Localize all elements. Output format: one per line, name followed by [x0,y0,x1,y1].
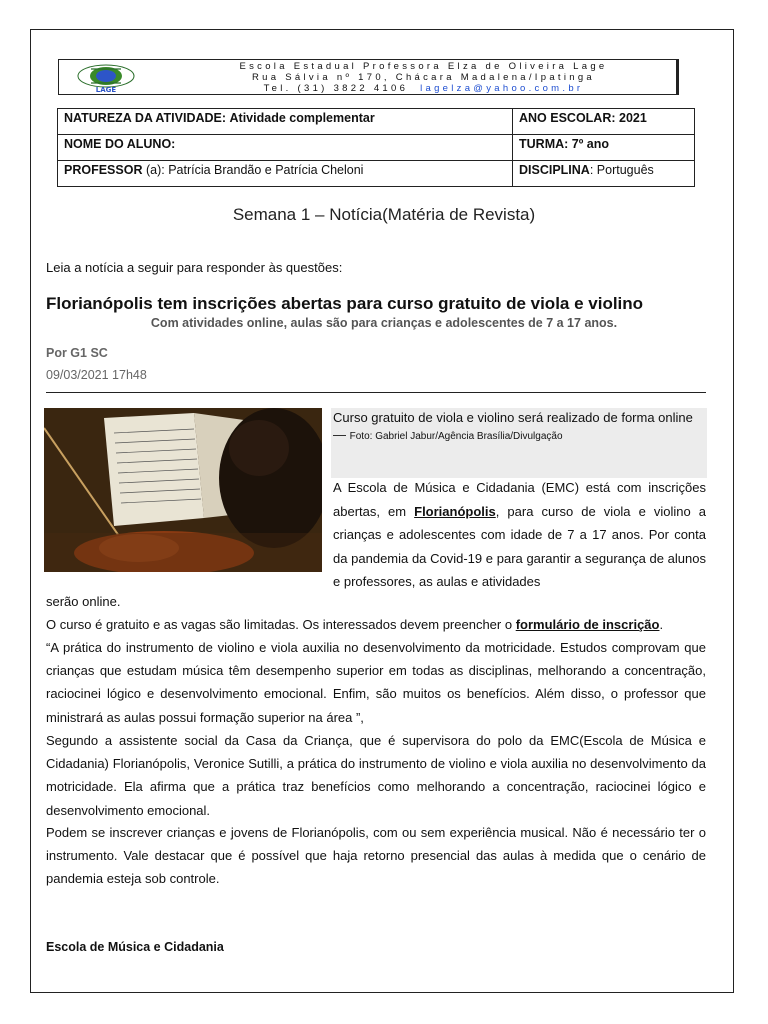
paragraph-1-end: serão online. [46,594,121,609]
violin-photo [44,408,322,572]
p1-text-a: A Escola de Música e Cidadania (EMC) está com inscrições abertas, em [333,480,706,519]
florianopolis-link[interactable]: Florianópolis [414,503,496,519]
school-email: lagelza@yahoo.com.br [420,83,584,94]
caption-main: Curso gratuito de viola e violino será realizado de forma online — [333,410,693,442]
header-border [676,60,678,94]
registration-form-link[interactable]: formulário de inscrição [515,617,660,632]
nome-label: NOME DO ALUNO: [64,137,176,151]
professor-value: (a): Patrícia Brandão e Patrícia Cheloni [145,163,364,177]
natureza-label: NATUREZA DA ATIVIDADE: [64,111,227,125]
p1-text-b: , para curso de viola e violino a crianças e adolescentes com idade de 7 a 17 anos. Por conta da pandemia da Covid-19 e para garantir a segurança de alunos e professores, as aulas e atividades [333,503,706,589]
paragraph-5: Podem se inscrever crianças e jovens de Florianópolis, com ou sem experiência musical. Não é necessário ter o instrumento. Vale destacar que é possível que haja retorno presencial das aulas à medida que o cenário de pandemia esteja sob controle. [46,825,706,887]
disciplina-cell [513,161,695,187]
article-author: Por G1 SC [46,346,108,360]
school-header [58,59,679,95]
paragraph-4: Segundo a assistente social da Casa da Criança, que é supervisora do polo da EMC(Escola de Música e Cidadania) Florianópolis, Veronice Sutilli, a prática do instrumento de violino e viola auxilia no desenvolvimento da motricidade. Ela afirma que a prática traz benefícios como melhorando a concentração, raciocinei lógico e desenvolvimento emocional. [46,733,706,818]
natureza-value: Atividade complementar [229,111,375,125]
nome-cell[interactable] [58,135,513,161]
article-headline: Florianópolis tem inscrições abertas para curso gratuito de viola e violino [46,294,644,313]
divider [46,392,706,393]
ano-value: 2021 [619,111,647,125]
turma-value: 7º ano [571,137,609,151]
p2-text-b: . [659,617,664,632]
logo-text: LAGE [95,86,117,93]
professor-cell [58,161,513,187]
article-date: 09/03/2021 17h48 [46,368,147,382]
school-name: Escola Estadual Professora Elza de Oliveira Lage [239,61,608,72]
article-subhead: Com atividades online, aulas são para crianças e adolescentes de 7 a 17 anos. [150,316,618,330]
disciplina-value: : Português [589,163,654,177]
disciplina-label: DISCIPLINA [519,163,590,177]
turma-label: TURMA: [519,137,569,151]
school-logo-icon [73,63,139,93]
paragraph-1 [333,476,706,594]
photo-caption [333,409,703,445]
intro-text: Leia a notícia a seguir para responder às questões: [46,260,343,275]
school-phone: Tel. (31) 3822 4106 [263,83,409,94]
school-address: Rua Sálvia nº 170, Chácara Madalena/Ipatinga [251,72,596,83]
paragraph-2 [46,613,706,636]
caption-credit: Foto: Gabriel Jabur/Agência Brasília/Divulgação [349,431,563,442]
turma-cell [513,135,695,161]
ano-cell [513,109,695,135]
footer-title: Escola de Música e Cidadania [46,940,224,954]
p2-text-a: O curso é gratuito e as vagas são limitadas. Os interessados devem preencher o [46,617,513,632]
natureza-cell [58,109,513,135]
paragraph-3: “A prática do instrumento de violino e viola auxilia no desenvolvimento da motricidade. Estudos comprovam que crianças que estudam música têm desempenho superior em todas as disciplinas, melhorando a concentração, raciocinei lógico e desenvolvimento emocional. Enfim, são muitos os benefícios. Além disso, o professor que ministrará as aulas possui formação superior na área ”, [46,640,706,725]
student-info-table [57,108,695,187]
week-title: Semana 1 – Notícia(Matéria de Revista) [232,205,536,224]
ano-label: ANO ESCOLAR: [519,111,616,125]
professor-label: PROFESSOR [64,163,143,177]
